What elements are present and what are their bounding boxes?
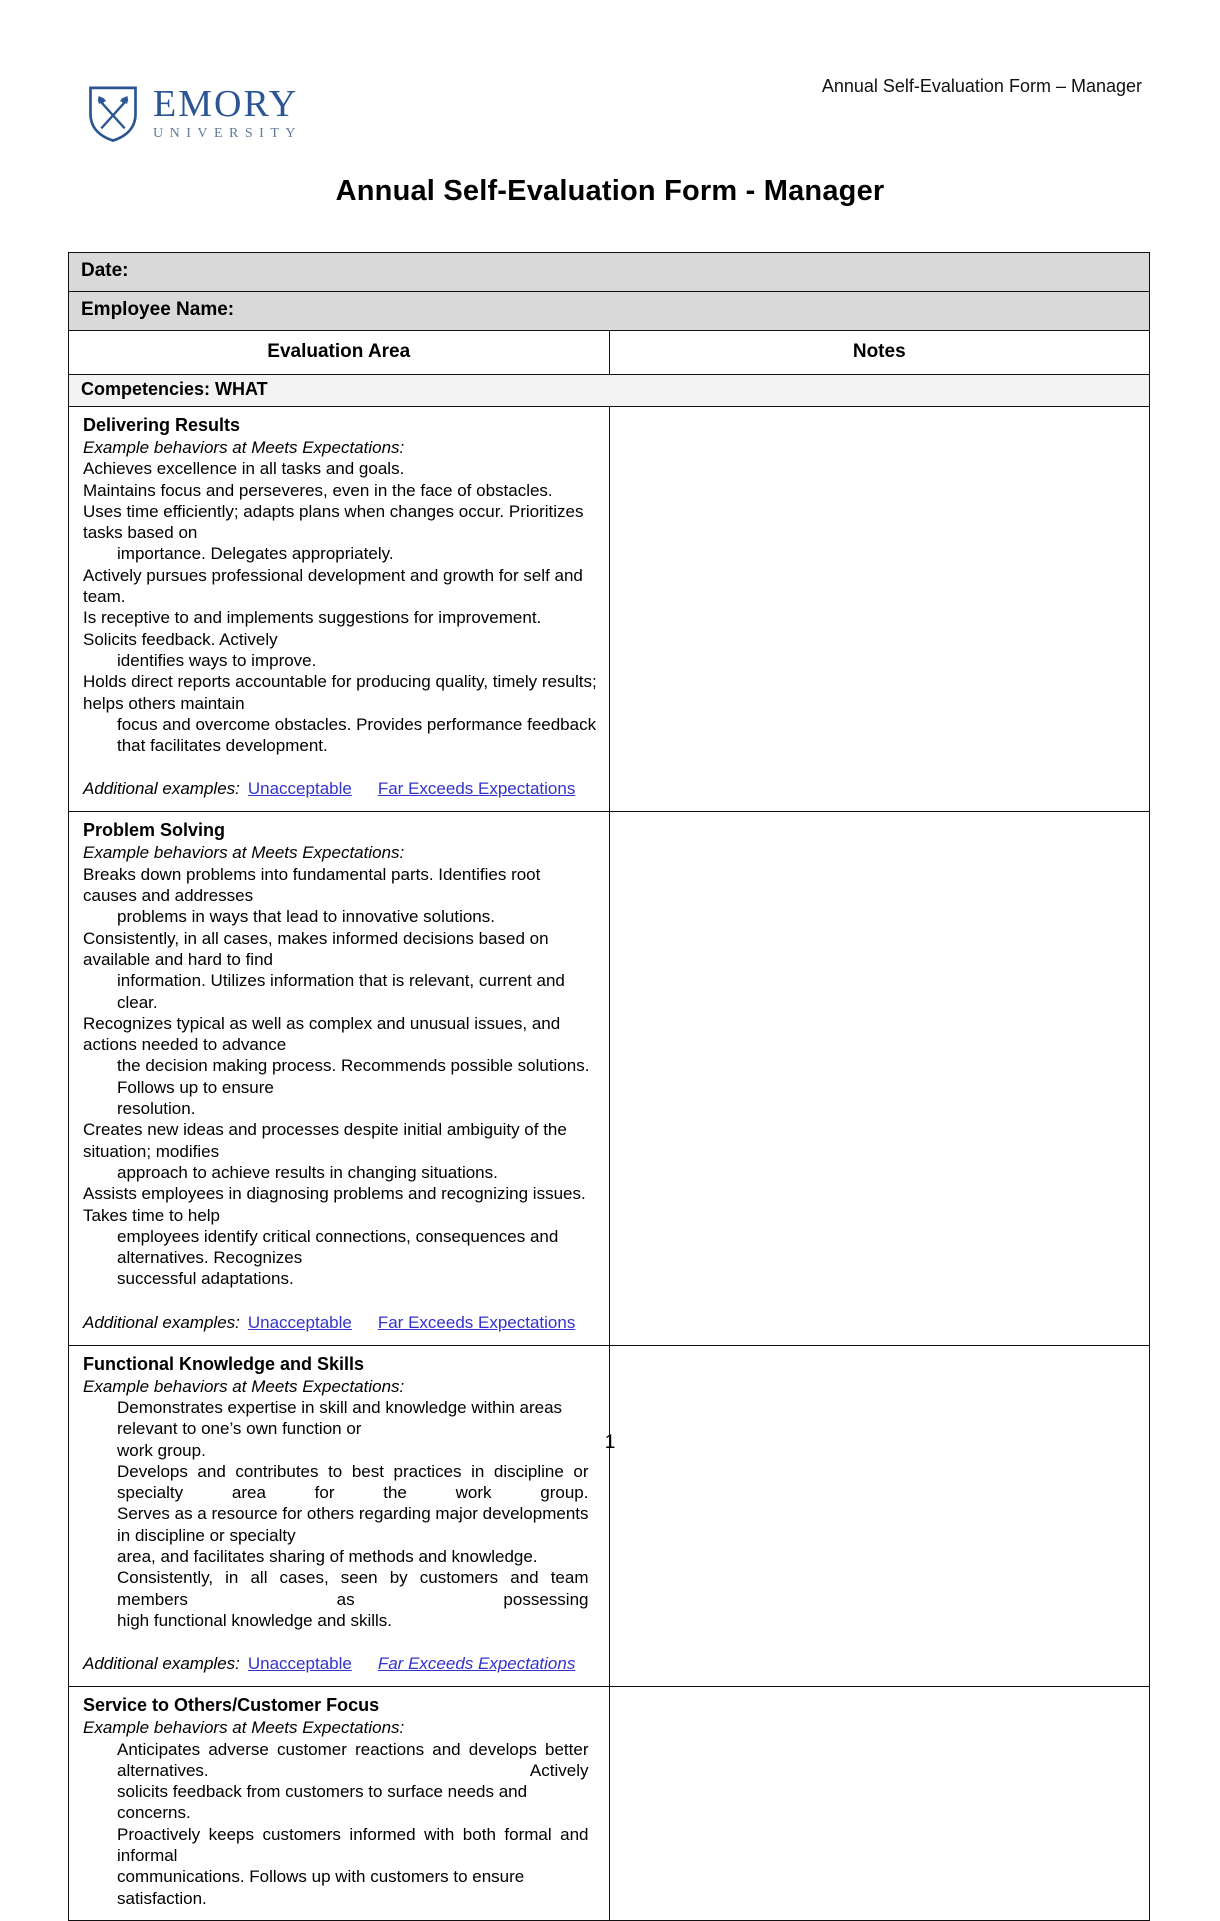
additional-examples-line <box>69 1312 599 1334</box>
date-row <box>69 253 1150 292</box>
competencies-header-row <box>69 375 1150 407</box>
behavior-line: Consistently, in all cases, seen by customers and team members as possessing <box>117 1568 589 1609</box>
behavior-line: Anticipates adverse customer reactions and develops better alternatives. Actively <box>117 1739 589 1780</box>
behavior-line: Develops and contributes to best practices in discipline or specialty area for the work group. <box>117 1461 589 1503</box>
additional-examples-label: Additional examples: <box>83 1654 240 1674</box>
blank-line <box>69 756 599 777</box>
evaluation-table <box>68 252 1150 1921</box>
employee-name-label: Employee Name: <box>81 299 235 320</box>
section-row-problem-solving <box>69 812 1150 1345</box>
far-exceeds-link[interactable]: Far Exceeds Expectations <box>377 779 576 799</box>
evaluation-area-cell-problem-solving <box>69 812 610 1345</box>
section-subtitle: Example behaviors at Meets Expectations: <box>83 1718 405 1738</box>
additional-examples-label: Additional examples: <box>83 1312 240 1332</box>
section-subtitle: Example behaviors at Meets Expectations: <box>83 1376 405 1396</box>
unacceptable-link[interactable]: Unacceptable <box>247 1654 352 1674</box>
sections-body <box>69 253 1150 1921</box>
behavior-line: communications. Follows up with customers to ensure satisfaction. <box>117 1867 525 1908</box>
behavior-line: approach to achieve results in changing situations. <box>117 1162 498 1182</box>
date-field[interactable] <box>69 253 1150 292</box>
behavior-line: Assists employees in diagnosing problems and recognizing issues. Takes time to help <box>83 1184 586 1225</box>
far-exceeds-link[interactable]: Far Exceeds Expectations <box>377 1654 576 1674</box>
behavior-line: solicits feedback from customers to surface needs and concerns. <box>117 1782 528 1823</box>
behavior-line: Actively pursues professional development and growth for self and team. <box>83 565 583 607</box>
evaluation-area-cell-service-customer-focus <box>69 1687 610 1921</box>
competencies-header: Competencies: WHAT <box>69 375 1150 407</box>
section-row-delivering-results <box>69 407 1150 812</box>
notes-cell-functional-knowledge[interactable] <box>609 1345 1150 1687</box>
additional-examples-label: Additional examples: <box>83 779 240 799</box>
behavior-line: Recognizes typical as well as complex and unusual issues, and actions needed to advance <box>83 1013 561 1055</box>
behavior-line: Achieves excellence in all tasks and goals. <box>83 459 405 479</box>
section-title: Service to Others/Customer Focus <box>83 1695 380 1716</box>
date-label: Date: <box>81 260 129 281</box>
unacceptable-link[interactable]: Unacceptable <box>247 1312 352 1332</box>
section-row-service-customer-focus <box>69 1687 1150 1921</box>
emory-logo <box>86 84 302 144</box>
behavior-line: Uses time efficiently; adapts plans when changes occur. Prioritizes tasks based on <box>83 501 584 543</box>
behavior-line: information. Utilizes information that is relevant, current and clear. <box>117 971 565 1012</box>
behavior-line: area, and facilitates sharing of methods and knowledge. <box>117 1547 538 1567</box>
section-title: Functional Knowledge and Skills <box>83 1353 365 1374</box>
behavior-line: importance. Delegates appropriately. <box>117 544 394 564</box>
behavior-line: Demonstrates expertise in skill and knowledge within areas relevant to one’s own function or <box>117 1397 563 1439</box>
logo-name: EMORY <box>153 83 299 125</box>
logo-wordmark <box>153 84 302 142</box>
notes-cell-service-customer-focus[interactable] <box>609 1687 1150 1921</box>
behavior-line: Creates new ideas and processes despite initial ambiguity of the situation; modifies <box>83 1120 567 1161</box>
behavior-line: Breaks down problems into fundamental parts. Identifies root causes and addresses <box>83 864 541 906</box>
unacceptable-link[interactable]: Unacceptable <box>247 779 352 799</box>
behavior-line: Holds direct reports accountable for producing quality, timely results; helps others maintain <box>83 672 597 713</box>
employee-name-field[interactable] <box>69 292 1150 331</box>
section-subtitle: Example behaviors at Meets Expectations: <box>83 438 405 457</box>
notes-cell-problem-solving[interactable] <box>609 812 1150 1345</box>
behavior-line: Serves as a resource for others regarding major developments in discipline or specialty <box>117 1504 589 1545</box>
shield-torches-icon <box>86 84 140 144</box>
section-title: Problem Solving <box>83 820 226 841</box>
evaluation-area-cell-functional-knowledge <box>69 1345 610 1687</box>
section-subtitle: Example behaviors at Meets Expectations: <box>83 843 405 863</box>
behavior-line: work group. <box>117 1440 206 1460</box>
behavior-line: the decision making process. Recommends possible solutions. Follows up to ensure <box>117 1056 590 1097</box>
additional-examples-line <box>69 1653 599 1675</box>
evaluation-table-wrap <box>68 252 1150 1921</box>
section-title: Delivering Results <box>83 415 241 435</box>
additional-examples-line <box>69 778 599 800</box>
evaluation-area-cell-delivering-results <box>69 407 610 812</box>
logo-subname: UNIVERSITY <box>153 126 302 141</box>
page-number: 1 <box>604 1432 616 1453</box>
behavior-line: employees identify critical connections, consequences and alternatives. Recognizes <box>117 1226 559 1268</box>
notes-header: Notes <box>609 331 1150 375</box>
running-header: Annual Self-Evaluation Form – Manager <box>821 76 1142 96</box>
section-row-functional-knowledge <box>69 1345 1150 1687</box>
behavior-line: Consistently, in all cases, makes informed decisions based on available and hard to find <box>83 928 549 969</box>
employee-name-row <box>69 292 1150 331</box>
blank-line <box>69 1631 599 1652</box>
notes-cell-delivering-results[interactable] <box>609 407 1150 812</box>
evaluation-area-header: Evaluation Area <box>69 331 610 375</box>
behavior-line: high functional knowledge and skills. <box>117 1610 393 1630</box>
column-header-row <box>69 331 1150 375</box>
behavior-line: resolution. <box>117 1099 196 1119</box>
behavior-line: focus and overcome obstacles. Provides performance feedback that facilitates development. <box>117 714 597 756</box>
behavior-line: successful adaptations. <box>117 1269 294 1289</box>
blank-line <box>69 1290 599 1311</box>
behavior-line: Proactively keeps customers informed with both formal and informal <box>117 1824 589 1866</box>
behavior-line: Is receptive to and implements suggestions for improvement. Solicits feedback. Actively <box>83 608 542 649</box>
far-exceeds-link[interactable]: Far Exceeds Expectations <box>377 1312 576 1332</box>
page-title: Annual Self-Evaluation Form - Manager <box>335 175 885 207</box>
behavior-line: identifies ways to improve. <box>117 650 317 670</box>
behavior-line: Maintains focus and perseveres, even in the face of obstacles. <box>83 480 553 500</box>
behavior-line: problems in ways that lead to innovative solutions. <box>117 907 495 927</box>
